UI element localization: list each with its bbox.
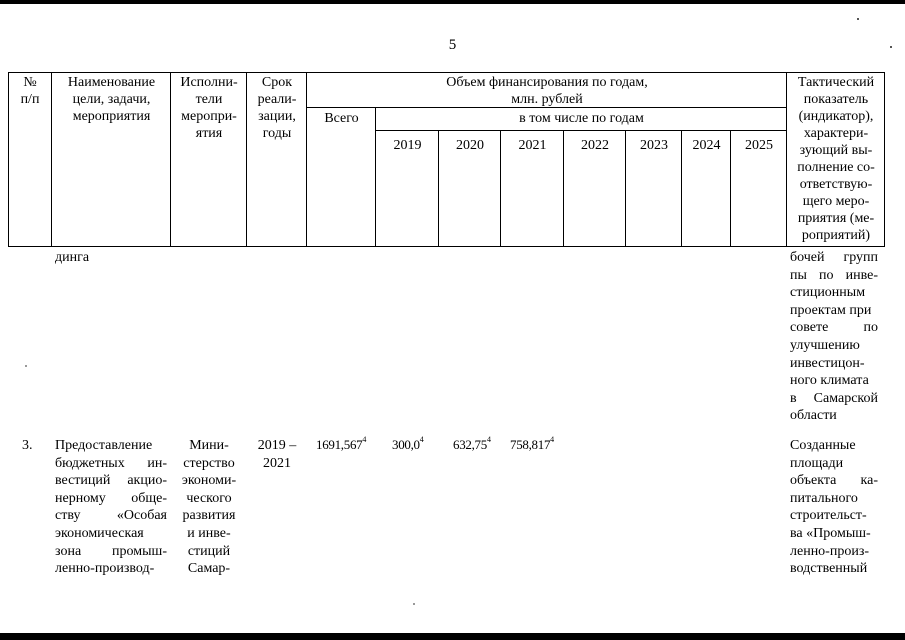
row-term: [248, 437, 306, 472]
header-col-tactical-line: (индикатор),: [798, 109, 874, 124]
row-total-number: 1691,567: [316, 437, 363, 452]
row-total-value: [316, 437, 366, 453]
header-col-executors-line: меропри-: [181, 109, 237, 124]
scan-speck: [890, 46, 892, 48]
tactical-continuation-line: ного климата: [790, 373, 869, 389]
top-border-bar: [0, 0, 905, 4]
tactical-continuation: [790, 249, 878, 425]
row-name-line: Предоставление: [55, 438, 153, 453]
tactical-continuation-line: проектам при: [790, 302, 872, 318]
name-continuation: динга: [55, 250, 90, 265]
tactical-continuation-line: в Самарской: [790, 390, 878, 406]
row-number: 3.: [22, 438, 33, 453]
header-col-name-line: мероприятия: [72, 109, 151, 124]
row-tactical-line: площади: [790, 455, 844, 471]
row-executor-line: стиций: [187, 543, 231, 559]
footnote-marker: 4: [419, 435, 424, 444]
row-executor-line: ческого: [186, 490, 232, 506]
header-col-term-line: реали-: [257, 92, 297, 107]
bottom-border-bar: [0, 633, 905, 640]
header-col-tactical-line: приятия (ме-: [797, 211, 875, 226]
row-name-line: ству «Особая: [55, 508, 167, 524]
header-year: 2022: [581, 138, 609, 153]
header-year: 2023: [640, 138, 668, 153]
header-col-number-line: №: [23, 75, 37, 90]
row-tactical-line: ленно-произ-: [790, 543, 870, 559]
header-col-term-line: годы: [262, 126, 292, 141]
header-col-name-line: Наименование: [67, 75, 156, 90]
row-name-line: вестиций акцио-: [55, 473, 167, 489]
row-name-line: ленно-производ-: [55, 561, 155, 577]
footnote-marker: 4: [486, 435, 491, 444]
header-col-number: [8, 74, 52, 108]
header-col-term-line: зации,: [258, 109, 296, 124]
header-col-name-line: цели, задачи,: [72, 92, 151, 107]
tactical-continuation-line: улучшению: [790, 337, 860, 353]
row-tactical-line: водственный: [790, 561, 868, 577]
row-executor-line: и инве-: [187, 525, 231, 541]
row-tactical-line: строительст-: [790, 508, 867, 524]
header-col-executors: [171, 74, 247, 142]
header-year: 2021: [518, 138, 547, 153]
header-year: 2020: [456, 138, 484, 153]
header-col-financing: [307, 74, 787, 108]
row-executor-line: Самар-: [187, 561, 231, 577]
row-term-line: 2019 –: [257, 438, 297, 453]
header-col-tactical-line: ответствую-: [799, 177, 873, 192]
row-2020-number: 632,75: [453, 437, 487, 452]
header-col-tactical-line: Тактический: [797, 75, 875, 90]
header-col-term-line: Срок: [261, 75, 293, 90]
row-executor-line: Мини-: [189, 438, 229, 453]
tactical-continuation-line: инвестицон-: [790, 355, 865, 371]
tactical-continuation-line: стиционным: [790, 285, 866, 301]
header-col-tactical-line: характери-: [803, 126, 869, 141]
header-col-number-line: п/п: [20, 92, 40, 107]
row-tactical-line: Созданные: [790, 438, 856, 453]
table-body: [8, 247, 898, 627]
header-year: 2019: [393, 138, 422, 153]
scan-speck: [857, 18, 859, 20]
scan-speck: [25, 365, 27, 367]
header-col-name: [52, 74, 171, 125]
row-term-line: 2021: [263, 455, 291, 471]
header-col-total: Всего: [324, 111, 359, 126]
row-2019-number: 300,0: [392, 437, 420, 452]
header-col-tactical-indicator: [787, 74, 885, 244]
row-2021-number: 758,817: [510, 437, 551, 452]
table-header: [8, 72, 885, 247]
row-2020-value: [453, 437, 491, 453]
row-tactical-line: ва «Промыш-: [790, 525, 871, 541]
footnote-marker: 4: [550, 435, 554, 444]
page-number: 5: [448, 37, 457, 53]
tactical-continuation-line: бочей групп: [790, 250, 878, 265]
row-executor: [174, 437, 244, 578]
header-col-financing-line: млн. рублей: [511, 92, 583, 107]
scan-speck: [413, 603, 415, 605]
header-col-tactical-line: зующий вы-: [799, 143, 873, 158]
row-name-line: нерному обще-: [55, 490, 167, 506]
header-col-executors-line: тели: [195, 92, 223, 107]
row-tactical-line: объекта ка-: [790, 473, 878, 489]
row-tactical-line: питального: [790, 490, 858, 506]
header-col-including-years: в том числе по годам: [519, 111, 644, 126]
tactical-continuation-line: совете по: [790, 320, 878, 336]
header-col-executors-line: Исполни-: [180, 75, 238, 90]
header-year: 2025: [745, 138, 773, 153]
row-name-line: экономическая: [55, 525, 144, 541]
footnote-marker: 4: [362, 435, 367, 444]
header-col-tactical-line: роприятий): [801, 228, 871, 243]
tactical-continuation-line: области: [790, 408, 837, 424]
header-col-tactical-line: щего меро-: [802, 194, 870, 209]
header-col-term: [247, 74, 307, 142]
row-name-line: зона промыш-: [55, 543, 167, 559]
row-executor-line: стерство: [183, 455, 235, 471]
row-name: [55, 437, 167, 578]
row-tactical-indicator: [790, 437, 878, 578]
row-name-line: бюджетных ин-: [55, 455, 167, 471]
header-col-tactical-line: показатель: [803, 92, 869, 107]
tactical-continuation-line: пы по инве-: [790, 267, 878, 283]
row-2019-value: [392, 437, 423, 453]
header-col-tactical-line: полнение со-: [797, 160, 875, 175]
row-executor-line: экономи-: [181, 473, 237, 489]
header-year: 2024: [692, 138, 721, 153]
row-executor-line: развития: [182, 508, 236, 524]
header-col-executors-line: ятия: [195, 126, 223, 141]
row-2021-value: [510, 437, 554, 453]
header-col-financing-line: Объем финансирования по годам,: [446, 75, 648, 90]
